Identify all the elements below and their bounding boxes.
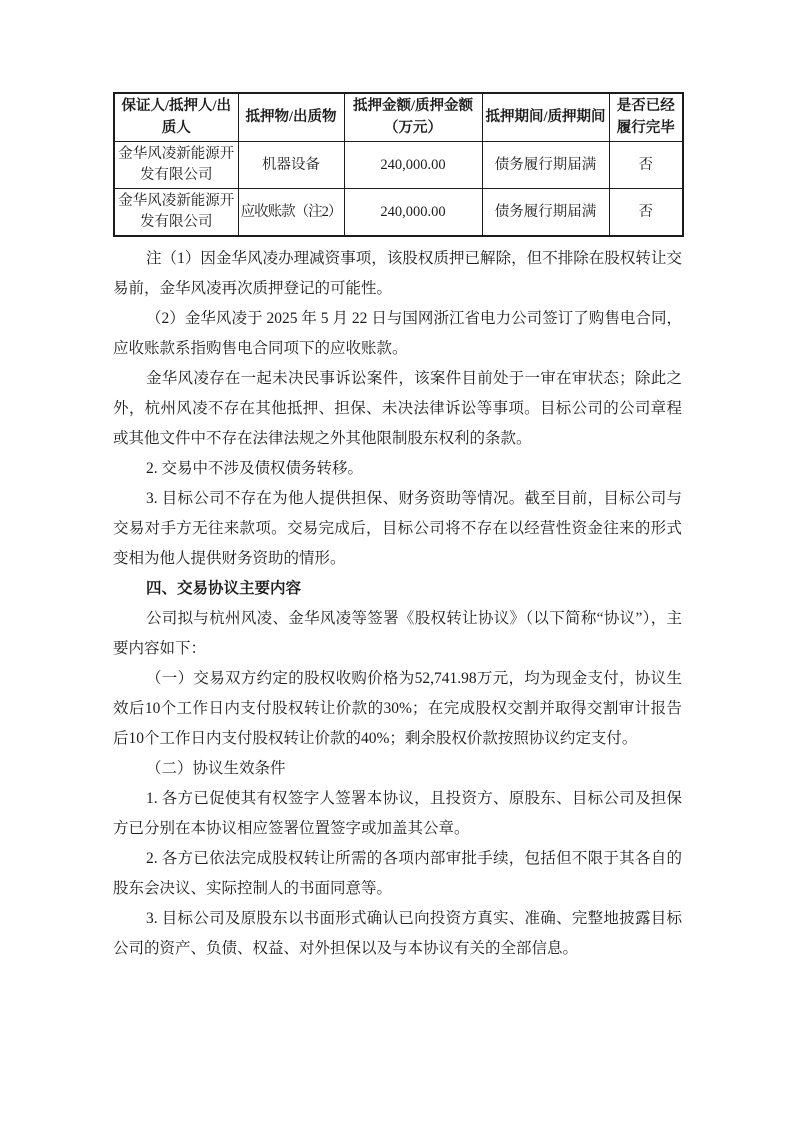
table-row xyxy=(114,189,683,237)
table-cell-fulfilled: 否 xyxy=(609,189,683,237)
paragraph-condition-1: 1. 各方已促使其有权签字人签署本协议，且投资方、原股东、目标公司及担保方已分别在本协议相应签署位置签字或加盖其公章。 xyxy=(113,790,682,838)
table-header-guarantor: 保证人/抵押人/出质人 xyxy=(114,93,238,142)
table-cell-collateral: 机器设备 xyxy=(238,142,344,189)
paragraph-clause-1: （一）交易双方约定的股权收购价格为52,741.98万元，均为现金支付，协议生效后10个工作日内支付股权转让价款的30%；在完成股权交割并取得交割审计报告后10个工作日内支付股权转让价款的40%；剩余股权价款按照协议约定支付。 xyxy=(113,670,682,748)
table-cell-guarantor: 金华风凌新能源开发有限公司 xyxy=(114,142,238,189)
table-header-row xyxy=(114,93,683,142)
table-row xyxy=(114,142,683,189)
table-cell-fulfilled: 否 xyxy=(609,142,683,189)
table-header-period: 抵押期间/质押期间 xyxy=(482,93,609,142)
paragraph-block xyxy=(113,244,682,964)
table-header-amount: 抵押金额/质押金额（万元） xyxy=(344,93,482,142)
table-header-collateral: 抵押物/出质物 xyxy=(238,93,344,142)
paragraph-item-2: 2. 交易中不涉及债权债务转移。 xyxy=(146,460,364,478)
paragraph-condition-2: 2. 各方已依法完成股权转让所需的各项内部审批手续，包括但不限于其各自的股东会决议、实际控制人的书面同意等。 xyxy=(113,850,682,898)
document-content xyxy=(113,92,682,964)
table-cell-collateral: 应收账款（注2） xyxy=(238,189,344,237)
paragraph-item-3: 3. 目标公司不存在为他人提供担保、财务资助等情况。截至目前，目标公司与交易对手方无往来款项。交易完成后，目标公司将不存在以经营性资金往来的形式变相为他人提供财务资助的情形。 xyxy=(113,490,682,568)
table-header-fulfilled: 是否已经履行完毕 xyxy=(609,93,683,142)
table-cell-period: 债务履行期届满 xyxy=(482,142,609,189)
table-cell-amount: 240,000.00 xyxy=(344,189,482,237)
paragraph-note-2: （2）金华风凌于 2025 年 5 月 22 日与国网浙江省电力公司签订了购售电合同，应收账款系指购售电合同项下的应收账款。 xyxy=(113,310,682,358)
table-cell-period: 债务履行期届满 xyxy=(482,189,609,237)
table-cell-guarantor: 金华风凌新能源开发有限公司 xyxy=(114,189,238,237)
paragraph-note-1: 注（1）因金华风凌办理减资事项，该股权质押已解除，但不排除在股权转让交易前，金华风凌再次质押登记的可能性。 xyxy=(113,250,682,298)
paragraph-intro: 公司拟与杭州风凌、金华风凌等签署《股权转让协议》（以下简称“协议”），主要内容如下： xyxy=(113,610,682,658)
paragraph-litigation: 金华风凌存在一起未决民事诉讼案件，该案件目前处于一审在审状态；除此之外，杭州风凌不存在其他抵押、担保、未决法律诉讼等事项。目标公司的公司章程或其他文件中不存在法律法规之外其他限制股东权利的条款。 xyxy=(113,370,682,448)
section-heading: 四、交易协议主要内容 xyxy=(146,580,302,598)
paragraph-clause-2-title: （二）协议生效条件 xyxy=(146,760,286,778)
table-cell-amount: 240,000.00 xyxy=(344,142,482,189)
pledge-guarantee-table xyxy=(113,92,684,237)
paragraph-condition-3: 3. 目标公司及原股东以书面形式确认已向投资方真实、准确、完整地披露目标公司的资产、负债、权益、对外担保以及与本协议有关的全部信息。 xyxy=(113,910,682,958)
